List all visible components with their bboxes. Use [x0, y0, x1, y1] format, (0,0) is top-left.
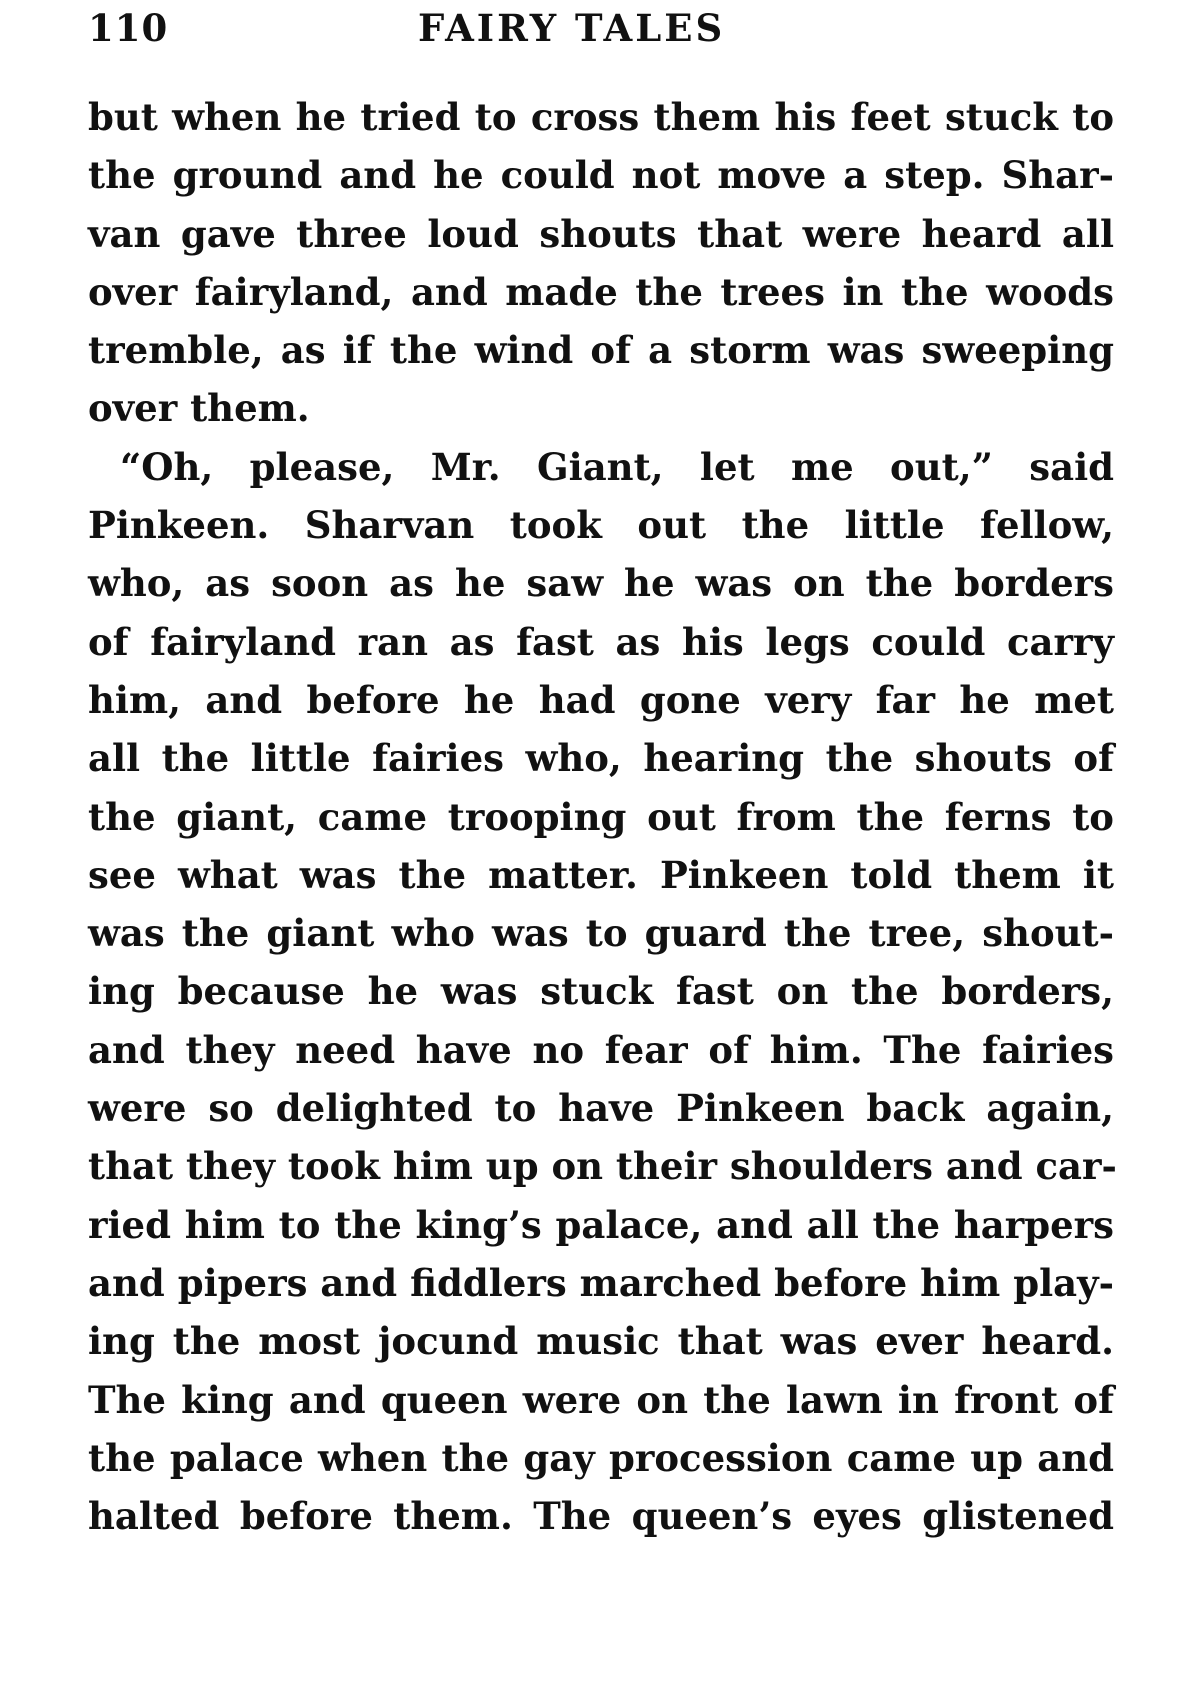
text-line: who, as soon as he saw he was on the borders	[88, 561, 1114, 606]
text-line: van gave three loud shouts that were heard all	[88, 211, 1114, 256]
text-line: “Oh, please, Mr. Giant, let me out,” said	[120, 444, 1114, 489]
text-line: the giant, came trooping out from the ferns to	[88, 794, 1114, 839]
text-line: tremble, as if the wind of a storm was sweeping	[88, 328, 1114, 373]
paragraph-1	[88, 88, 1114, 438]
text-line: the ground and he could not move a step. Shar-	[88, 153, 1114, 198]
text-line: over them.	[88, 386, 310, 431]
text-line: him, and before he had gone very far he met	[88, 677, 1114, 722]
paragraph-2	[88, 438, 1117, 1546]
text-line: and pipers and fiddlers marched before him play-	[88, 1260, 1114, 1305]
text-line: all the little fairies who, hearing the shouts of	[88, 736, 1114, 781]
text-line: over fairyland, and made the trees in the woods	[88, 269, 1114, 314]
text-line: halted before them. The queen’s eyes glistened	[88, 1494, 1114, 1539]
text-line: Pinkeen. Sharvan took out the little fellow,	[88, 503, 1114, 548]
text-line: ing the most jocund music that was ever heard.	[88, 1319, 1114, 1364]
page-number: 110	[88, 6, 169, 50]
text-line: of fairyland ran as fast as his legs could carry	[88, 619, 1114, 664]
text-line: The king and queen were on the lawn in front of	[88, 1377, 1114, 1422]
running-head	[88, 6, 1112, 66]
text-line: and they need have no fear of him. The fairies	[88, 1027, 1114, 1072]
text-line: that they took him up on their shoulders and car-	[88, 1144, 1117, 1189]
text-line: but when he tried to cross them his feet stuck to	[88, 95, 1114, 139]
text-line: the palace when the gay procession came up and	[88, 1435, 1114, 1480]
text-line: were so delighted to have Pinkeen back again,	[88, 1086, 1114, 1131]
text-line: ried him to the king’s palace, and all the harpers	[88, 1202, 1114, 1247]
text-line: see what was the matter. Pinkeen told them it	[88, 852, 1114, 897]
running-title: FAIRY TALES	[418, 6, 726, 50]
body-text	[88, 88, 1117, 1545]
text-line: ing because he was stuck fast on the borders,	[88, 969, 1114, 1014]
text-line: was the giant who was to guard the tree, shout-	[88, 911, 1114, 956]
